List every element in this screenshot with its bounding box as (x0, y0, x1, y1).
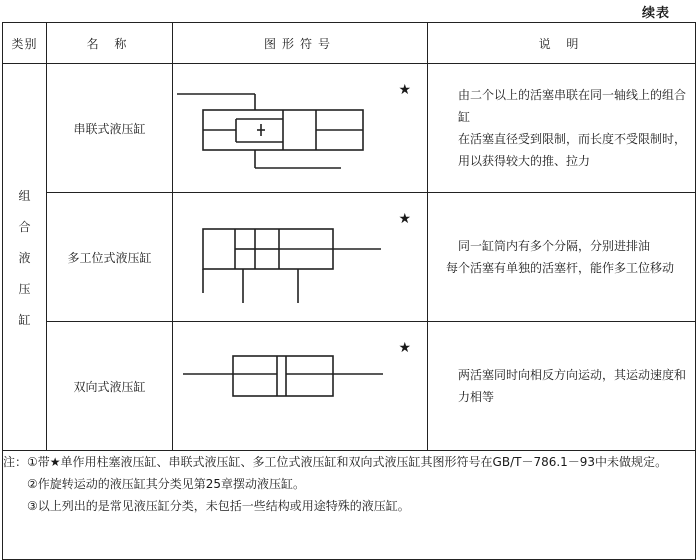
note-item: ②作旋转运动的液压缸其分类见第25章摆动液压缸。 (27, 477, 306, 491)
notes-cell (3, 451, 696, 560)
description-line: 同一缸筒内有多个分隔，分别进排油 (458, 239, 651, 253)
star-mark: ★ (398, 340, 411, 356)
description-line: 两活塞同时向相反方向运动，其运动速度和力相等 (458, 368, 687, 404)
row-description (428, 193, 696, 322)
category-char: 压 (18, 281, 31, 296)
note-item: ③以上列出的是常见液压缸分类，未包括一些结构或用途特殊的液压缸。 (27, 499, 410, 513)
description-line: 每个活塞有单独的活塞杆，能作多工位移动 (446, 261, 675, 275)
row-description (428, 64, 696, 193)
header-category: 类别 (3, 23, 47, 64)
double-acting-opposed-cylinder-symbol (173, 322, 428, 451)
header-name: 名 称 (47, 23, 173, 64)
category-char: 液 (18, 250, 31, 265)
header-symbol: 图形符号 (173, 23, 428, 64)
row-name: 串联式液压缸 (47, 64, 173, 193)
description-line: 在活塞直径受到限制，而长度不受限制时，用以获得较大的推、拉力 (458, 132, 687, 168)
row-name: 双向式液压缸 (47, 322, 173, 451)
multi-position-cylinder-symbol (173, 193, 428, 322)
table-row (3, 193, 696, 322)
header-row (3, 23, 696, 64)
table-row (3, 322, 696, 451)
row-description (428, 322, 696, 451)
notes-prefix: 注： (3, 455, 28, 469)
star-mark: ★ (398, 211, 411, 227)
continued-label: 续表 (641, 6, 670, 21)
category-char: 缸 (18, 312, 31, 327)
row-name: 多工位式液压缸 (47, 193, 173, 322)
tandem-cylinder-icon (173, 64, 428, 192)
table-row (3, 64, 696, 193)
cylinder-table (2, 22, 696, 560)
star-mark: ★ (398, 82, 411, 98)
category-char: 组 (18, 188, 31, 203)
note-item: ①带★单作用柱塞液压缸、串联式液压缸、多工位式液压缸和双向式液压缸其图形符号在GB/T－786.1－93中未做规定。 (27, 455, 668, 469)
category-char: 合 (18, 219, 31, 234)
opposed-cylinder-icon (173, 322, 428, 450)
tandem-cylinder-symbol (173, 64, 428, 193)
multi-position-cylinder-icon (173, 193, 428, 321)
header-description: 说 明 (428, 23, 696, 64)
notes-row (3, 451, 696, 560)
category-cell (3, 64, 47, 451)
description-line: 由二个以上的活塞串联在同一轴线上的组合缸 (458, 88, 687, 124)
